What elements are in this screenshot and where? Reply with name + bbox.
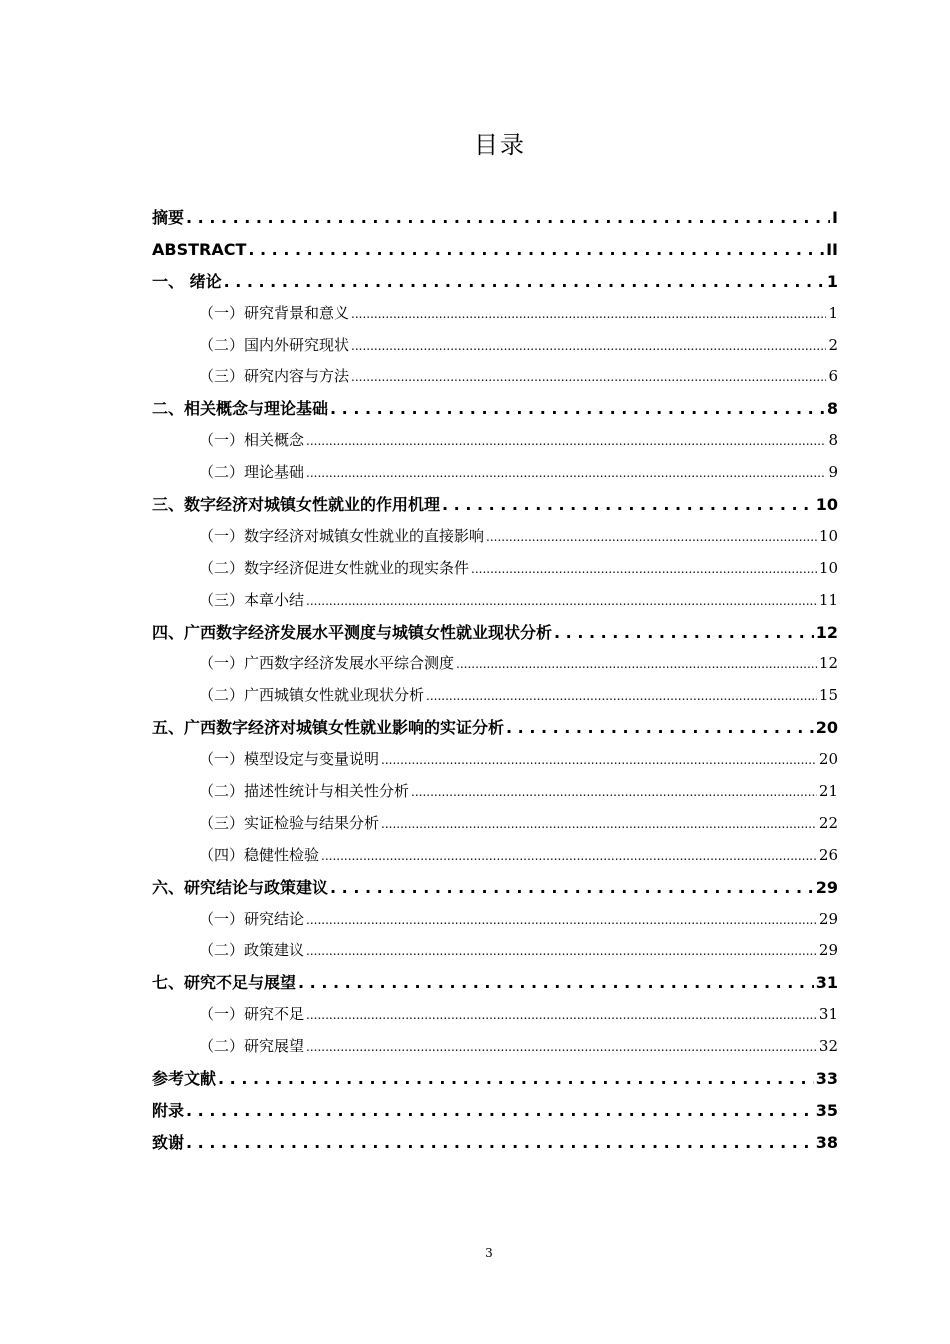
toc-entry-page-number: 31 (818, 1005, 838, 1024)
toc-chapter-entry[interactable] (152, 872, 838, 904)
toc-entry-label: 致谢 (152, 1132, 185, 1152)
toc-entry-page-number: 2 (828, 335, 838, 354)
toc-entry-page-number: 35 (815, 1100, 838, 1120)
toc-dot-leader (306, 1031, 817, 1064)
toc-section-entry[interactable] (152, 808, 838, 840)
toc-section-entry[interactable] (152, 680, 838, 712)
toc-entry-label: 四、广西数字经济发展水平测度与城镇女性就业现状分析 (152, 622, 553, 642)
toc-section-entry[interactable] (152, 330, 838, 362)
toc-entry-label: 一、 绪论 (152, 271, 222, 291)
toc-dot-leader (248, 234, 824, 266)
toc-entry-page-number: 29 (818, 941, 838, 960)
toc-dot-leader (411, 776, 817, 809)
toc-entry-label: （一）相关概念 (199, 431, 305, 450)
toc-entry-label: 附录 (152, 1100, 185, 1120)
toc-section-entry[interactable] (152, 999, 838, 1031)
toc-section-entry[interactable] (152, 744, 838, 776)
toc-entry-label: （一）研究结论 (199, 909, 305, 928)
toc-entry-page-number: 15 (818, 686, 838, 705)
toc-chapter-entry[interactable] (152, 234, 838, 266)
toc-dot-leader (321, 840, 817, 873)
toc-dot-leader (306, 425, 826, 458)
toc-entry-page-number: 26 (818, 845, 838, 864)
toc-dot-leader (330, 872, 814, 904)
toc-section-entry[interactable] (152, 457, 838, 489)
toc-entry-label: （二）描述性统计与相关性分析 (199, 782, 410, 801)
toc-entry-label: （一）数字经济对城镇女性就业的直接影响 (199, 526, 485, 545)
toc-entry-label: 五、广西数字经济对城镇女性就业影响的实证分析 (152, 718, 505, 738)
toc-entry-page-number: 10 (818, 558, 838, 577)
toc-dot-leader (506, 712, 814, 744)
toc-entry-label: （二）广西城镇女性就业现状分析 (199, 686, 425, 705)
toc-section-entry[interactable] (152, 904, 838, 936)
toc-dot-leader (306, 935, 817, 968)
toc-chapter-entry[interactable] (152, 1127, 838, 1159)
toc-dot-leader (306, 904, 817, 937)
toc-entry-page-number: 21 (818, 782, 838, 801)
toc-entry-label: （三）研究内容与方法 (199, 367, 350, 386)
toc-dot-leader (298, 967, 814, 999)
toc-section-entry[interactable] (152, 648, 838, 680)
toc-entry-label: （一）研究背景和意义 (199, 303, 350, 322)
toc-section-entry[interactable] (152, 553, 838, 585)
page-title: 目录 (474, 131, 526, 159)
toc-section-entry[interactable] (152, 585, 838, 617)
toc-entry-page-number: 20 (815, 718, 838, 738)
toc-entry-page-number: I (832, 208, 838, 227)
toc-dot-leader (486, 521, 817, 554)
toc-entry-label: 参考文献 (152, 1069, 217, 1089)
toc-entry-page-number: 12 (818, 654, 838, 673)
toc-entry-page-number: 6 (828, 367, 838, 386)
toc-entry-label: ABSTRACT (152, 239, 247, 259)
toc-chapter-entry[interactable] (152, 1063, 838, 1095)
toc-entry-page-number: II (826, 239, 838, 259)
toc-section-entry[interactable] (152, 776, 838, 808)
toc-section-entry[interactable] (152, 298, 838, 330)
toc-dot-leader (381, 744, 817, 777)
toc-chapter-entry[interactable] (152, 1095, 838, 1127)
toc-chapter-entry[interactable] (152, 617, 838, 649)
toc-chapter-entry[interactable] (152, 712, 838, 744)
toc-section-entry[interactable] (152, 1031, 838, 1063)
toc-dot-leader (381, 808, 817, 841)
toc-section-entry[interactable] (152, 935, 838, 967)
toc-dot-leader (471, 553, 817, 586)
toc-entry-label: 摘要 (152, 208, 185, 227)
toc-entry-label: （一）广西数字经济发展水平综合测度 (199, 654, 455, 673)
toc-entry-label: （二）数字经济促进女性就业的现实条件 (199, 558, 470, 577)
toc-section-entry[interactable] (152, 840, 838, 872)
toc-entry-label: （三）实证检验与结果分析 (199, 813, 380, 832)
toc-dot-leader (426, 680, 817, 713)
toc-chapter-entry[interactable] (152, 266, 838, 298)
toc-dot-leader (186, 1095, 814, 1127)
toc-section-entry[interactable] (152, 361, 838, 393)
toc-dot-leader (442, 489, 814, 521)
toc-entry-page-number: 33 (815, 1069, 838, 1089)
page-number: 3 (485, 1246, 493, 1260)
toc-entry-page-number: 1 (828, 303, 838, 322)
toc-entry-page-number: 10 (815, 495, 838, 515)
toc-entry-page-number: 9 (828, 463, 838, 482)
toc-entry-label: （一）研究不足 (199, 1005, 305, 1024)
toc-entry-page-number: 1 (826, 271, 838, 291)
toc-dot-leader (306, 457, 826, 490)
toc-dot-leader (351, 361, 826, 394)
toc-section-entry[interactable] (152, 521, 838, 553)
toc-dot-leader (456, 648, 817, 681)
toc-entry-page-number: 10 (818, 526, 838, 545)
toc-entry-label: （二）国内外研究现状 (199, 335, 350, 354)
toc-dot-leader (218, 1063, 814, 1095)
toc-entry-page-number: 12 (815, 622, 838, 642)
toc-dot-leader (554, 617, 814, 649)
toc-entry-label: 二、相关概念与理论基础 (152, 399, 329, 419)
toc-dot-leader (306, 999, 817, 1032)
toc-entry-page-number: 32 (818, 1037, 838, 1056)
table-of-contents (152, 202, 838, 1159)
toc-dot-leader (351, 330, 826, 363)
toc-entry-page-number: 29 (815, 877, 838, 897)
toc-chapter-entry[interactable] (152, 489, 838, 521)
toc-entry-label: 三、数字经济对城镇女性就业的作用机理 (152, 495, 441, 515)
toc-dot-leader (306, 585, 817, 618)
toc-entry-label: 六、研究结论与政策建议 (152, 877, 329, 897)
toc-chapter-entry[interactable] (152, 967, 838, 999)
toc-entry-page-number: 8 (828, 431, 838, 450)
toc-chapter-entry[interactable] (152, 202, 838, 234)
toc-entry-label: （四）稳健性检验 (199, 845, 320, 864)
toc-entry-label: 七、研究不足与展望 (152, 973, 297, 993)
toc-dot-leader (330, 393, 825, 425)
toc-entry-label: （二）研究展望 (199, 1037, 305, 1056)
toc-entry-page-number: 31 (815, 973, 838, 993)
toc-entry-page-number: 8 (826, 399, 838, 419)
toc-dot-leader (351, 298, 826, 331)
toc-entry-label: （一）模型设定与变量说明 (199, 750, 380, 769)
toc-chapter-entry[interactable] (152, 393, 838, 425)
toc-dot-leader (186, 202, 830, 234)
toc-dot-leader (186, 1127, 814, 1159)
toc-entry-page-number: 20 (818, 750, 838, 769)
toc-entry-label: （三）本章小结 (199, 590, 305, 609)
toc-dot-leader (224, 266, 825, 298)
toc-entry-page-number: 22 (818, 813, 838, 832)
toc-entry-label: （二）理论基础 (199, 463, 305, 482)
toc-entry-page-number: 29 (818, 909, 838, 928)
toc-entry-page-number: 11 (818, 590, 838, 609)
toc-section-entry[interactable] (152, 425, 838, 457)
toc-entry-page-number: 38 (815, 1132, 838, 1152)
toc-entry-label: （二）政策建议 (199, 941, 305, 960)
